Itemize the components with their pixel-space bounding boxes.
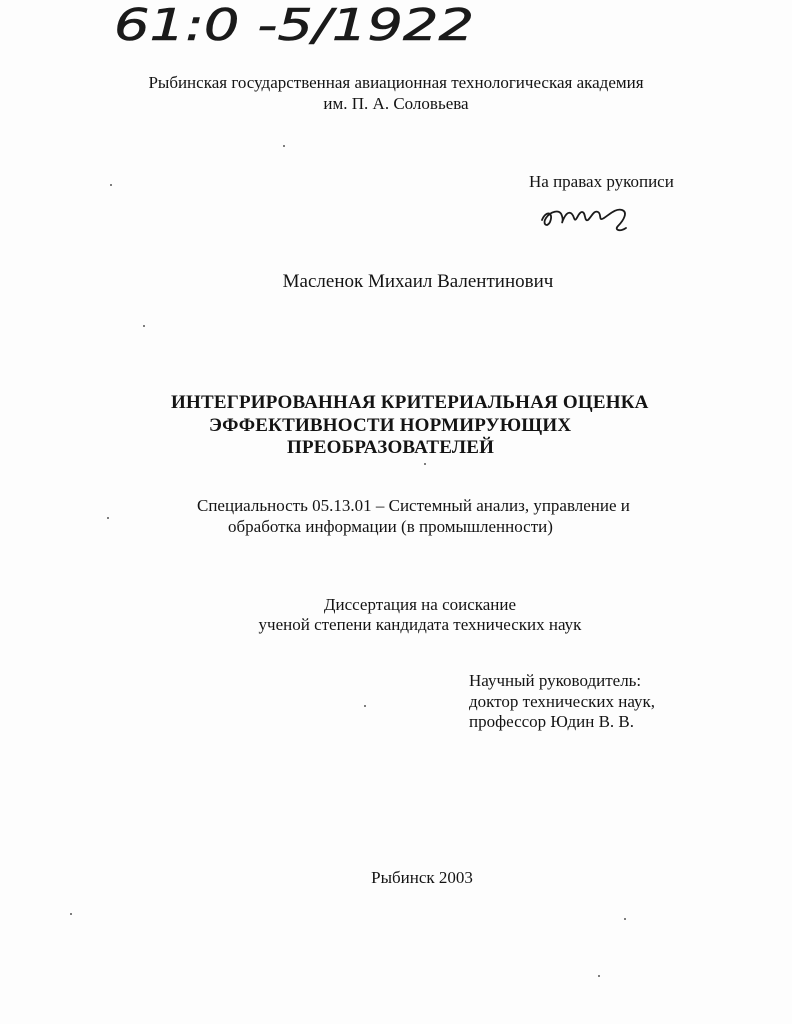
archive-code-text: 61:0 -5/1922 xyxy=(114,0,474,50)
scan-speck xyxy=(110,184,112,186)
author-name: Масленок Михаил Валентинович xyxy=(282,271,554,292)
scan-speck xyxy=(598,975,600,977)
scan-speck xyxy=(107,517,109,519)
scan-speck xyxy=(424,463,426,465)
thesis-line-1: Диссертация на соискание xyxy=(323,595,517,614)
advisor-heading: Научный руководитель: xyxy=(469,671,642,690)
author-signature xyxy=(538,198,638,238)
scan-speck xyxy=(624,918,626,920)
institution-patron: им. П. А. Соловьева xyxy=(323,94,469,113)
title-line-3: ПРЕОБРАЗОВАТЕЛЕЙ xyxy=(287,437,495,458)
title-line-1: ИНТЕГРИРОВАННАЯ КРИТЕРИАЛЬНАЯ ОЦЕНКА xyxy=(171,392,649,413)
specialty-line-1: Специальность 05.13.01 – Системный анализ, управление и xyxy=(197,496,630,515)
scan-speck xyxy=(283,145,285,147)
scan-speck xyxy=(70,913,72,915)
rights-note: На правах рукописи xyxy=(529,172,674,191)
city-year: Рыбинск 2003 xyxy=(371,868,473,887)
handwritten-archive-code xyxy=(112,0,492,50)
specialty-line-2: обработка информации (в промышленности) xyxy=(228,517,553,536)
advisor-name: профессор Юдин В. В. xyxy=(469,712,634,731)
scan-speck xyxy=(364,705,366,707)
title-line-2: ЭФФЕКТИВНОСТИ НОРМИРУЮЩИХ xyxy=(209,415,572,436)
scan-speck xyxy=(143,325,145,327)
thesis-line-2: ученой степени кандидата технических наук xyxy=(258,615,582,634)
advisor-degree: доктор технических наук, xyxy=(469,692,656,711)
institution-name: Рыбинская государственная авиационная технологическая академия xyxy=(148,73,644,92)
